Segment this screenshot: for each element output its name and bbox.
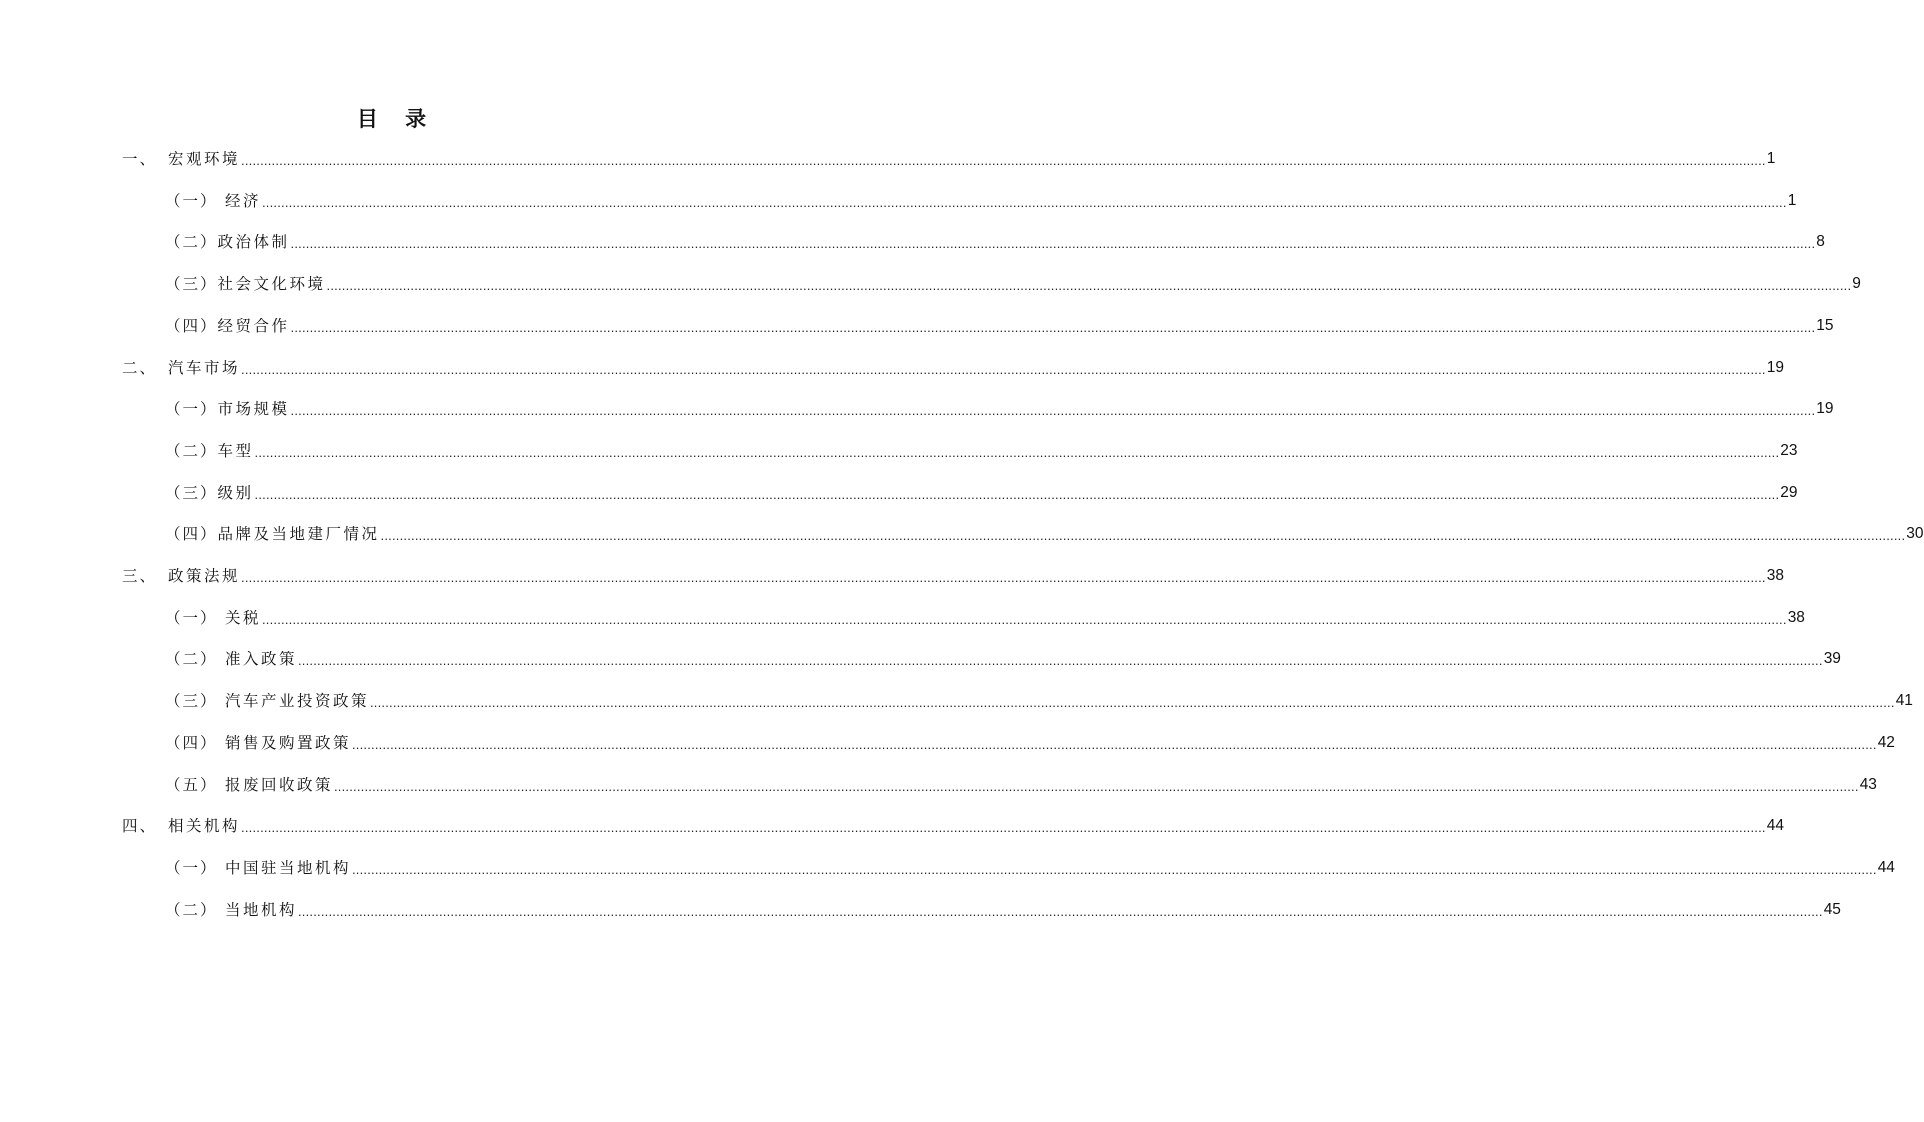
toc-entry[interactable] <box>165 315 1834 337</box>
toc-leader-dots: ................................................................................................................................................................................................................................................................................................................................................................................................................ <box>290 319 1816 335</box>
toc-entry-label: 社会文化环境 <box>217 275 326 294</box>
toc-entry-number: （三） <box>165 483 218 502</box>
toc-entry-label: 准入政策 <box>217 650 297 669</box>
toc-entry-label: 宏观环境 <box>168 150 241 168</box>
toc-entry-label: 市场规模 <box>217 400 290 419</box>
toc-entry-label: 车型 <box>217 441 254 460</box>
toc-entry-number: （五） <box>165 775 218 794</box>
toc-entry-label: 汽车产业投资政策 <box>217 692 369 711</box>
toc-entry[interactable] <box>165 774 1877 796</box>
toc-entry-label: 级别 <box>217 483 254 502</box>
toc-entry-number: （四） <box>165 525 218 544</box>
toc-leader-dots: ................................................................................................................................................................................................................................................................................................................................................................................................................ <box>290 236 1816 252</box>
toc-leader-dots: ................................................................................................................................................................................................................................................................................................................................................................................................................ <box>254 486 1780 502</box>
toc-leader-dots: ................................................................................................................................................................................................................................................................................................................................................................................................................ <box>241 570 1766 585</box>
toc-leader-dots: ................................................................................................................................................................................................................................................................................................................................................................................................................ <box>254 444 1780 460</box>
toc-entry[interactable] <box>165 732 1895 754</box>
toc-entry-page: 43 <box>1859 775 1877 793</box>
toc-entry-number: 一、 <box>122 150 158 168</box>
toc-entry-page: 15 <box>1816 316 1834 334</box>
toc-leader-dots: ................................................................................................................................................................................................................................................................................................................................................................................................................ <box>380 528 1906 544</box>
toc-entry-page: 23 <box>1780 441 1798 459</box>
toc-entry-label: 经济 <box>217 191 261 210</box>
toc-entry-page: 44 <box>1766 817 1784 835</box>
toc-entry-page: 1 <box>1787 191 1797 209</box>
toc-leader-dots: ................................................................................................................................................................................................................................................................................................................................................................................................................ <box>290 403 1816 419</box>
toc-entry[interactable] <box>165 690 1913 712</box>
toc-entry[interactable] <box>122 565 1784 587</box>
toc-entry-page: 39 <box>1823 650 1841 668</box>
toc-entry-number: （二） <box>165 233 218 252</box>
toc-entry-page: 1 <box>1766 150 1776 167</box>
toc-entry-number: （一） <box>165 858 218 877</box>
toc-leader-dots: ................................................................................................................................................................................................................................................................................................................................................................................................................ <box>351 736 1877 752</box>
toc-entry-page: 8 <box>1816 233 1825 251</box>
toc-entry[interactable] <box>165 857 1895 879</box>
toc-entry-page: 30 <box>1906 525 1924 543</box>
toc-entry-number: （一） <box>165 608 218 627</box>
toc-entry-label: 汽车市场 <box>168 358 241 377</box>
toc-entry-page: 19 <box>1816 400 1834 418</box>
toc-entry-label: 关税 <box>217 608 261 627</box>
toc-entry-number: （二） <box>165 441 218 460</box>
toc-leader-dots: ................................................................................................................................................................................................................................................................................................................................................................................................................ <box>261 611 1787 627</box>
toc-entry[interactable] <box>165 523 1924 545</box>
toc-leader-dots: ................................................................................................................................................................................................................................................................................................................................................................................................................ <box>369 695 1895 711</box>
toc-entry[interactable] <box>165 482 1798 504</box>
toc-entry-page: 9 <box>1852 275 1861 293</box>
toc-entry-number: （四） <box>165 316 218 335</box>
toc-leader-dots: ................................................................................................................................................................................................................................................................................................................................................................................................................ <box>351 861 1877 877</box>
toc-entry-page: 29 <box>1780 483 1798 501</box>
toc-entry-page: 45 <box>1823 900 1841 918</box>
toc-entry-page: 41 <box>1895 692 1913 710</box>
toc-entry[interactable] <box>122 148 1776 170</box>
toc-leader-dots: ................................................................................................................................................................................................................................................................................................................................................................................................................ <box>297 903 1823 919</box>
toc-entry-label: 经贸合作 <box>217 316 290 335</box>
toc-entry-page: 38 <box>1787 608 1805 626</box>
toc-entry-number: （二） <box>165 900 218 919</box>
toc-leader-dots: ................................................................................................................................................................................................................................................................................................................................................................................................................ <box>241 361 1766 377</box>
toc-entry-number: （三） <box>165 275 218 294</box>
toc-leader-dots: ................................................................................................................................................................................................................................................................................................................................................................................................................ <box>326 278 1852 294</box>
toc-entry-label: 报废回收政策 <box>217 775 333 794</box>
toc-leader-dots: ................................................................................................................................................................................................................................................................................................................................................................................................................ <box>241 153 1766 168</box>
toc-entry-label: 销售及购置政策 <box>217 733 351 752</box>
toc-entry-label: 政治体制 <box>217 233 290 252</box>
toc-entry[interactable] <box>165 607 1805 629</box>
toc-entry[interactable] <box>165 440 1798 462</box>
toc-leader-dots: ................................................................................................................................................................................................................................................................................................................................................................................................................ <box>333 778 1859 794</box>
toc-entry-number: 四、 <box>122 817 158 836</box>
toc-entry[interactable] <box>165 648 1841 670</box>
toc-entry-number: 三、 <box>122 567 158 585</box>
toc-entry-number: （四） <box>165 733 218 752</box>
toc-leader-dots: ................................................................................................................................................................................................................................................................................................................................................................................................................ <box>241 820 1766 836</box>
toc-entry-number: （一） <box>165 400 218 419</box>
toc-entry-number: （二） <box>165 650 218 669</box>
toc-title: 目 录 <box>356 107 437 131</box>
toc-entry-label: 当地机构 <box>217 900 297 919</box>
toc-entry-page: 38 <box>1766 567 1784 584</box>
toc-entry[interactable] <box>165 398 1834 420</box>
toc-entry[interactable] <box>165 273 1861 295</box>
toc-entry-page: 44 <box>1877 858 1895 876</box>
toc-entry[interactable] <box>165 190 1797 212</box>
toc-entry[interactable] <box>165 899 1841 921</box>
toc-entry-page: 19 <box>1766 358 1784 376</box>
toc-entry-page: 42 <box>1877 733 1895 751</box>
toc-entry[interactable] <box>122 357 1784 379</box>
toc-entry[interactable] <box>122 815 1784 837</box>
toc-entry-number: （一） <box>165 191 218 210</box>
toc-leader-dots: ................................................................................................................................................................................................................................................................................................................................................................................................................ <box>297 653 1823 669</box>
toc-entry-label: 品牌及当地建厂情况 <box>217 525 380 544</box>
toc-entry-number: 二、 <box>122 358 158 377</box>
toc-leader-dots: ................................................................................................................................................................................................................................................................................................................................................................................................................ <box>261 194 1787 210</box>
toc-entry-label: 政策法规 <box>168 567 241 585</box>
toc-entry-label: 中国驻当地机构 <box>217 858 351 877</box>
toc-entry-number: （三） <box>165 692 218 711</box>
toc-entry[interactable] <box>165 231 1825 253</box>
toc-entry-label: 相关机构 <box>168 817 241 836</box>
